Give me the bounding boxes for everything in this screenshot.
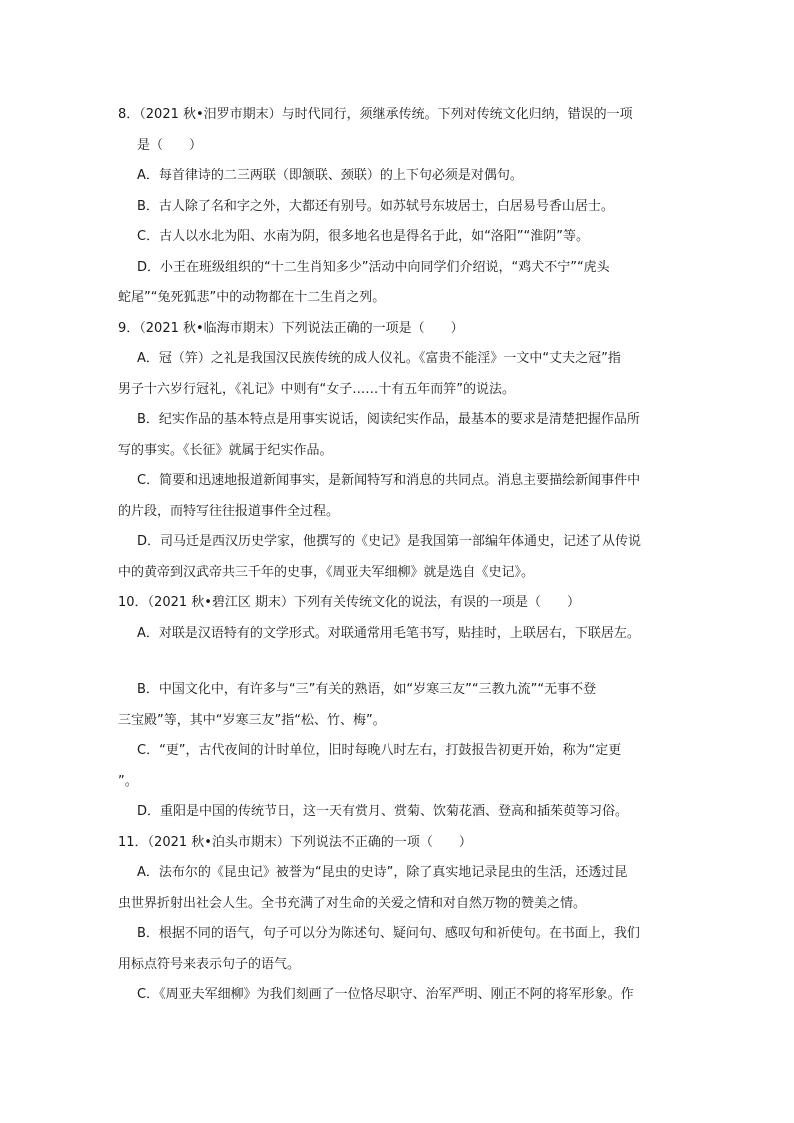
option-b: B．纪实作品的基本特点是用事实说话，阅读纪实作品，最基本的要求是清楚把握作品所 xyxy=(137,412,640,427)
question-list xyxy=(118,100,686,1011)
option-c: C．“更”，古代夜间的计时单位，旧时每晚八时左右，打鼓报告初更开始，称为“定更 xyxy=(137,743,622,758)
question-9 xyxy=(118,314,686,589)
question-stem: 9．（2021 秋•临海市期末）下列说法正确的一项是（ ） xyxy=(118,320,464,336)
option-c: C．简要和迅速地报道新闻事实，是新闻特写和消息的共同点。消息主要描绘新闻事件中 xyxy=(137,473,641,488)
option-c: C．《周亚夫军细柳》为我们刻画了一位恪尽职守、治军严明、刚正不阿的将军形象。作 xyxy=(137,987,634,1002)
option-c-continued: ”。 xyxy=(118,773,138,789)
option-d: D．小王在班级组织的“十二生肖知多少”活动中向同学们介绍说，“鸡犬不宁”“虎头 xyxy=(137,259,610,275)
option-a: A．法布尔的《昆虫记》被誉为“昆虫的史诗”，除了真实地记录昆虫的生活，还透过昆 xyxy=(137,865,628,880)
option-d: D．重阳是中国的传统节日，这一天有赏月、赏菊、饮菊花酒、登高和插茱萸等习俗。 xyxy=(137,804,629,819)
option-c-continued: 的片段，而特写往往报道事件全过程。 xyxy=(118,503,340,519)
option-b: B．根据不同的语气，句子可以分为陈述句、疑问句、感叹句和祈使句。在书面上，我们 xyxy=(137,926,640,941)
question-10 xyxy=(118,588,686,828)
question-stem: 11．（2021 秋•泊头市期末）下列说法不正确的一项（ ） xyxy=(118,834,472,850)
option-b-continued: 三宝殿”等，其中“岁寒三友”指“松、竹、梅”。 xyxy=(118,712,386,728)
option-b-continued: 写的事实。《长征》就属于纪实作品。 xyxy=(118,442,333,458)
blank-gap xyxy=(118,649,686,675)
question-8 xyxy=(118,100,686,314)
option-b: B．中国文化中，有许多与“三”有关的熟语，如“岁寒三友”“三教九流”“无事不登 xyxy=(137,682,597,697)
option-a: A．每首律诗的二三两联（即颔联、颈联）的上下句必须是对偶句。 xyxy=(137,168,523,183)
option-a-continued: 虫世界折射出社会人生。全书充满了对生命的关爱之情和对自然万物的赞美之情。 xyxy=(118,895,587,911)
option-b-continued: 用标点符号来表示句子的语气。 xyxy=(118,956,301,972)
option-a: A．冠（笄）之礼是我国汉民族传统的成人仪礼。《富贵不能淫》一文中“丈夫之冠”指 xyxy=(137,351,621,366)
option-c: C．古人以水北为阳、水南为阴，很多地名也是得名于此，如“洛阳”“淮阴”等。 xyxy=(137,229,590,244)
question-11 xyxy=(118,828,686,1011)
question-stem-continued: 是（ ） xyxy=(137,137,203,153)
question-stem: 8．（2021 秋•汨罗市期末）与时代同行，须继承传统。下列对传统文化归纳，错误的一项 xyxy=(118,107,633,122)
option-d-continued: 中的黄帝到汉武帝共三千年的史事，《周亚夫军细柳》就是选自《史记》。 xyxy=(118,564,535,580)
option-d-continued: 蛇尾”“兔死狐悲”中的动物都在十二生肖之列。 xyxy=(118,290,386,305)
option-a: A．对联是汉语特有的文学形式。对联通常用毛笔书写，贴挂时，上联居右，下联居左。 xyxy=(137,625,640,641)
option-b: B．古人除了名和字之外，大都还有别号。如苏轼号东坡居士，白居易号香山居士。 xyxy=(137,198,614,214)
option-d: D．司马迁是西汉历史学家，他撰写的《史记》是我国第一部编年体通史，记述了从传说 xyxy=(137,534,642,549)
option-a-continued: 男子十六岁行冠礼，《礼记》中则有“女子……十有五年而笄”的说法。 xyxy=(118,381,515,397)
question-stem: 10．（2021 秋•碧江区 期末）下列有关传统文化的说法，有误的一项是（ ） xyxy=(118,595,581,610)
